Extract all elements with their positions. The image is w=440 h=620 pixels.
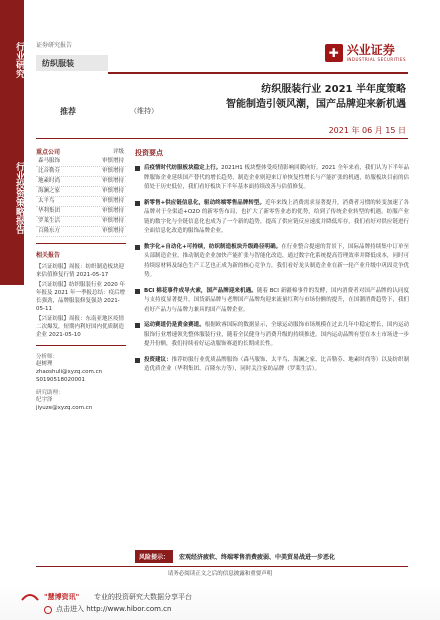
company-row [36, 177, 126, 187]
footer-brand: "慧博资讯" [44, 593, 80, 601]
assistant-line: 纪宇泽 [36, 397, 53, 403]
company-rating: 审慎增持 [101, 218, 124, 224]
related-report[interactable]: 【兴证纺服】周报：纺织制造板块迎来估值修复行情 2021-05-17 [36, 264, 125, 278]
analyst-line: zhaoshuli@xyzq.com.cn [36, 369, 103, 375]
header-rule [108, 72, 408, 74]
company-row [36, 157, 126, 167]
paragraph-lead: BCI 棉花事件成导火索，国产品牌迎来机遇。 [144, 287, 257, 294]
analyst-label: 分析师： [36, 354, 59, 360]
companies-title: 重点公司 [36, 149, 61, 156]
company-rating: 审慎增持 [101, 168, 124, 174]
assistant-line: jiyuze@xyzq.com.cn [36, 405, 93, 411]
related-report[interactable]: 【兴证纺服】周报：东南亚地区疫情二次爆发，短期内利好国内优质制造企业 2021-05-10 [36, 316, 125, 338]
company-name: 罗莱生活 [38, 218, 61, 224]
bullet-square-icon [135, 166, 140, 171]
company-name: 地素时尚 [38, 178, 61, 184]
company-row [36, 197, 126, 207]
company-rating: 审慎增持 [101, 178, 124, 184]
paragraph-body: 随着 BCI 新疆棉事件的发酵，国内消费者对国产品牌的认同度与支持度显著提升，国货新品牌与老牌国产品牌均迎来流量红利与市场份额的提升，在国潮消费趋势下，我们看好产品力与品牌力兼具的国产品牌企业。 [144, 287, 410, 313]
company-row [36, 207, 126, 217]
paragraph-body: 推荐纺服行业优质品牌服饰（森马服饰、太平鸟、海澜之家、比音勒芬、地素时尚等）以及纺织制造优质企业（华利集团、百隆东方等），同时关注家纺品牌（罗莱生活）。 [144, 356, 409, 372]
sidebar [36, 148, 126, 412]
footer-rule [36, 566, 408, 567]
company-name: 太平鸟 [38, 198, 55, 204]
left-banner [0, 0, 24, 285]
highlight-paragraph [135, 356, 409, 375]
company-row [36, 227, 126, 237]
analyst-info [36, 360, 126, 384]
paragraph-lead: 投资建议： [144, 356, 172, 363]
company-name: 比音勒芬 [38, 168, 61, 174]
risk-text: 宏观经济疲软、终端零售消费疲弱、中美贸易战进一步恶化 [179, 554, 336, 561]
logo-name-en: INDUSTRIAL SECURITIES [346, 57, 406, 62]
company-name: 森马服饰 [38, 158, 61, 164]
report-series: 证券研究报告 [36, 42, 73, 49]
company-rating: 审慎增持 [101, 158, 124, 164]
rating: 推荐 [60, 107, 76, 116]
company-name: 百隆东方 [38, 228, 61, 234]
related-reports-list [36, 263, 126, 339]
assistant-label: 研究助理： [36, 390, 64, 396]
company-name: 海澜之家 [38, 188, 61, 194]
highlight-paragraph [135, 243, 409, 281]
company-row [36, 167, 126, 177]
paragraph-list [135, 164, 409, 375]
paragraph-body: 近年来线上消费需求显著提升，消费者习惯的转变加速了各品牌对于全渠道+O2O 的新零售布局，也扩大了新零售业态的优势，给到了传统企业转型的机遇。纺服产业链的数字化与全链信息化也成为了一个新的趋势，提高了供应链反应速度并降低库存，我们看好对供应链进行全面信息化改造的服饰品牌企业。 [144, 199, 409, 234]
related-report[interactable]: 【兴证纺服】纺织服装行业 2020 年年报及 2021 年一季报总结：疫后增长强劲，品牌服装修复强劲 2021-05-11 [36, 282, 125, 312]
bullet-square-icon [135, 358, 140, 363]
bullet-square-icon [135, 323, 140, 328]
paragraph-lead: 后疫情时代纺服板块稳定上行。 [144, 165, 222, 171]
company-rating: 审慎增持 [101, 188, 124, 194]
bullet-square-icon [135, 289, 140, 294]
main-content [135, 148, 409, 381]
company-name: 华利集团 [38, 208, 61, 214]
analyst-line: 赵树理 [36, 361, 53, 367]
bullet-square-icon [135, 201, 140, 206]
paragraph-lead: 新零售+供应链信息化，驱动终端零售品牌转型。 [144, 199, 265, 206]
disclaimer: 请务必阅读正文之后的信息披露和重要声明 [167, 571, 273, 577]
company-rating: 审慎增持 [101, 208, 124, 214]
section-rule [36, 138, 408, 139]
hibor-logo-icon [20, 590, 40, 602]
report-title: 纺织服装行业 2021 半年度策略 [261, 84, 406, 95]
company-rating: 审慎增持 [101, 198, 124, 204]
paragraph-lead: 运动赛道仍是黄金赛道。 [144, 322, 205, 328]
report-date: 2021 年 06 月 15 日 [328, 126, 406, 135]
footer-description: 专业的投资研究大数据分享平台 [94, 593, 192, 601]
assistant-info [36, 396, 126, 412]
company-logo [325, 43, 406, 62]
sidebar-rule [36, 345, 126, 346]
industry-tag: 纺织服装 [36, 55, 108, 71]
company-row [36, 187, 126, 197]
paragraph-body: 根据欧睿国际的数据显示，全球运动服饰市场规模在过去几年中稳定增长，国内运动服饰行业增速领先整体服装行业，随着全民健身与消费升级的持续推进，国内运动品牌有望在本土市场进一步提升份额，我们持续看好运动服饰赛道的长期成长性。 [144, 322, 409, 347]
rating-column-label: 评级 [112, 149, 124, 155]
sidebar-rule [36, 243, 126, 244]
companies-header [36, 148, 126, 157]
link-icon [44, 606, 52, 614]
company-rating: 审慎增持 [101, 228, 124, 234]
risk-label: 风险提示： [135, 550, 173, 563]
highlight-paragraph [135, 199, 409, 237]
rating-change: （维持） [130, 107, 158, 115]
paragraph-body: 在行业整合提速的背景下，国际品牌持续集中订单至头部制造企业，推动制造企业加快产能扩张与智能化改造，通过数字化系统提高管理效率并降低成本，同时可持续原材料及绿色生产工艺也正成为新的核心竞争力，我们看好龙头制造企业在新一轮产业升级中巩固竞争优势。 [144, 243, 409, 278]
risk-warning [135, 550, 409, 563]
logo-name-cn: 兴业证券 [346, 43, 395, 57]
related-reports-title: 相关报告 [36, 252, 61, 259]
analyst-line: S0190518020001 [36, 377, 85, 383]
bullet-square-icon [135, 245, 140, 250]
highlight-paragraph [135, 287, 409, 316]
highlight-paragraph [135, 321, 409, 350]
paragraph-body: 2021H1 板块整体受疫情影响回暖向好。2021 全年来看，我们认为下半年品牌服饰企业延续国产替代的增长趋势，制造企业则迎来订单恢复性增长与产能扩张的机遇，纺服板块目前的估值处于历史低位，我们看好板块下半年基本面持续改善与估值修复。 [144, 165, 409, 190]
banner-section-mid: 行业投资策略报告 [14, 162, 24, 234]
footer-banner [0, 582, 440, 620]
banner-section-top: 行业研究 [14, 42, 24, 78]
highlight-paragraph [135, 164, 409, 193]
footer-link[interactable]: 点击进入 http://www.hibor.com.cn [56, 605, 172, 613]
investment-highlights-title: 投资要点 [135, 149, 163, 157]
logo-mark-icon: ✚ [325, 44, 343, 62]
company-list [36, 157, 126, 237]
company-row [36, 217, 126, 227]
paragraph-lead: 数字化+自动化+可持续，纺织制造板块升级路径明确。 [144, 243, 282, 250]
report-subtitle: 智能制造引领风潮，国产品牌迎来新机遇 [226, 99, 406, 110]
